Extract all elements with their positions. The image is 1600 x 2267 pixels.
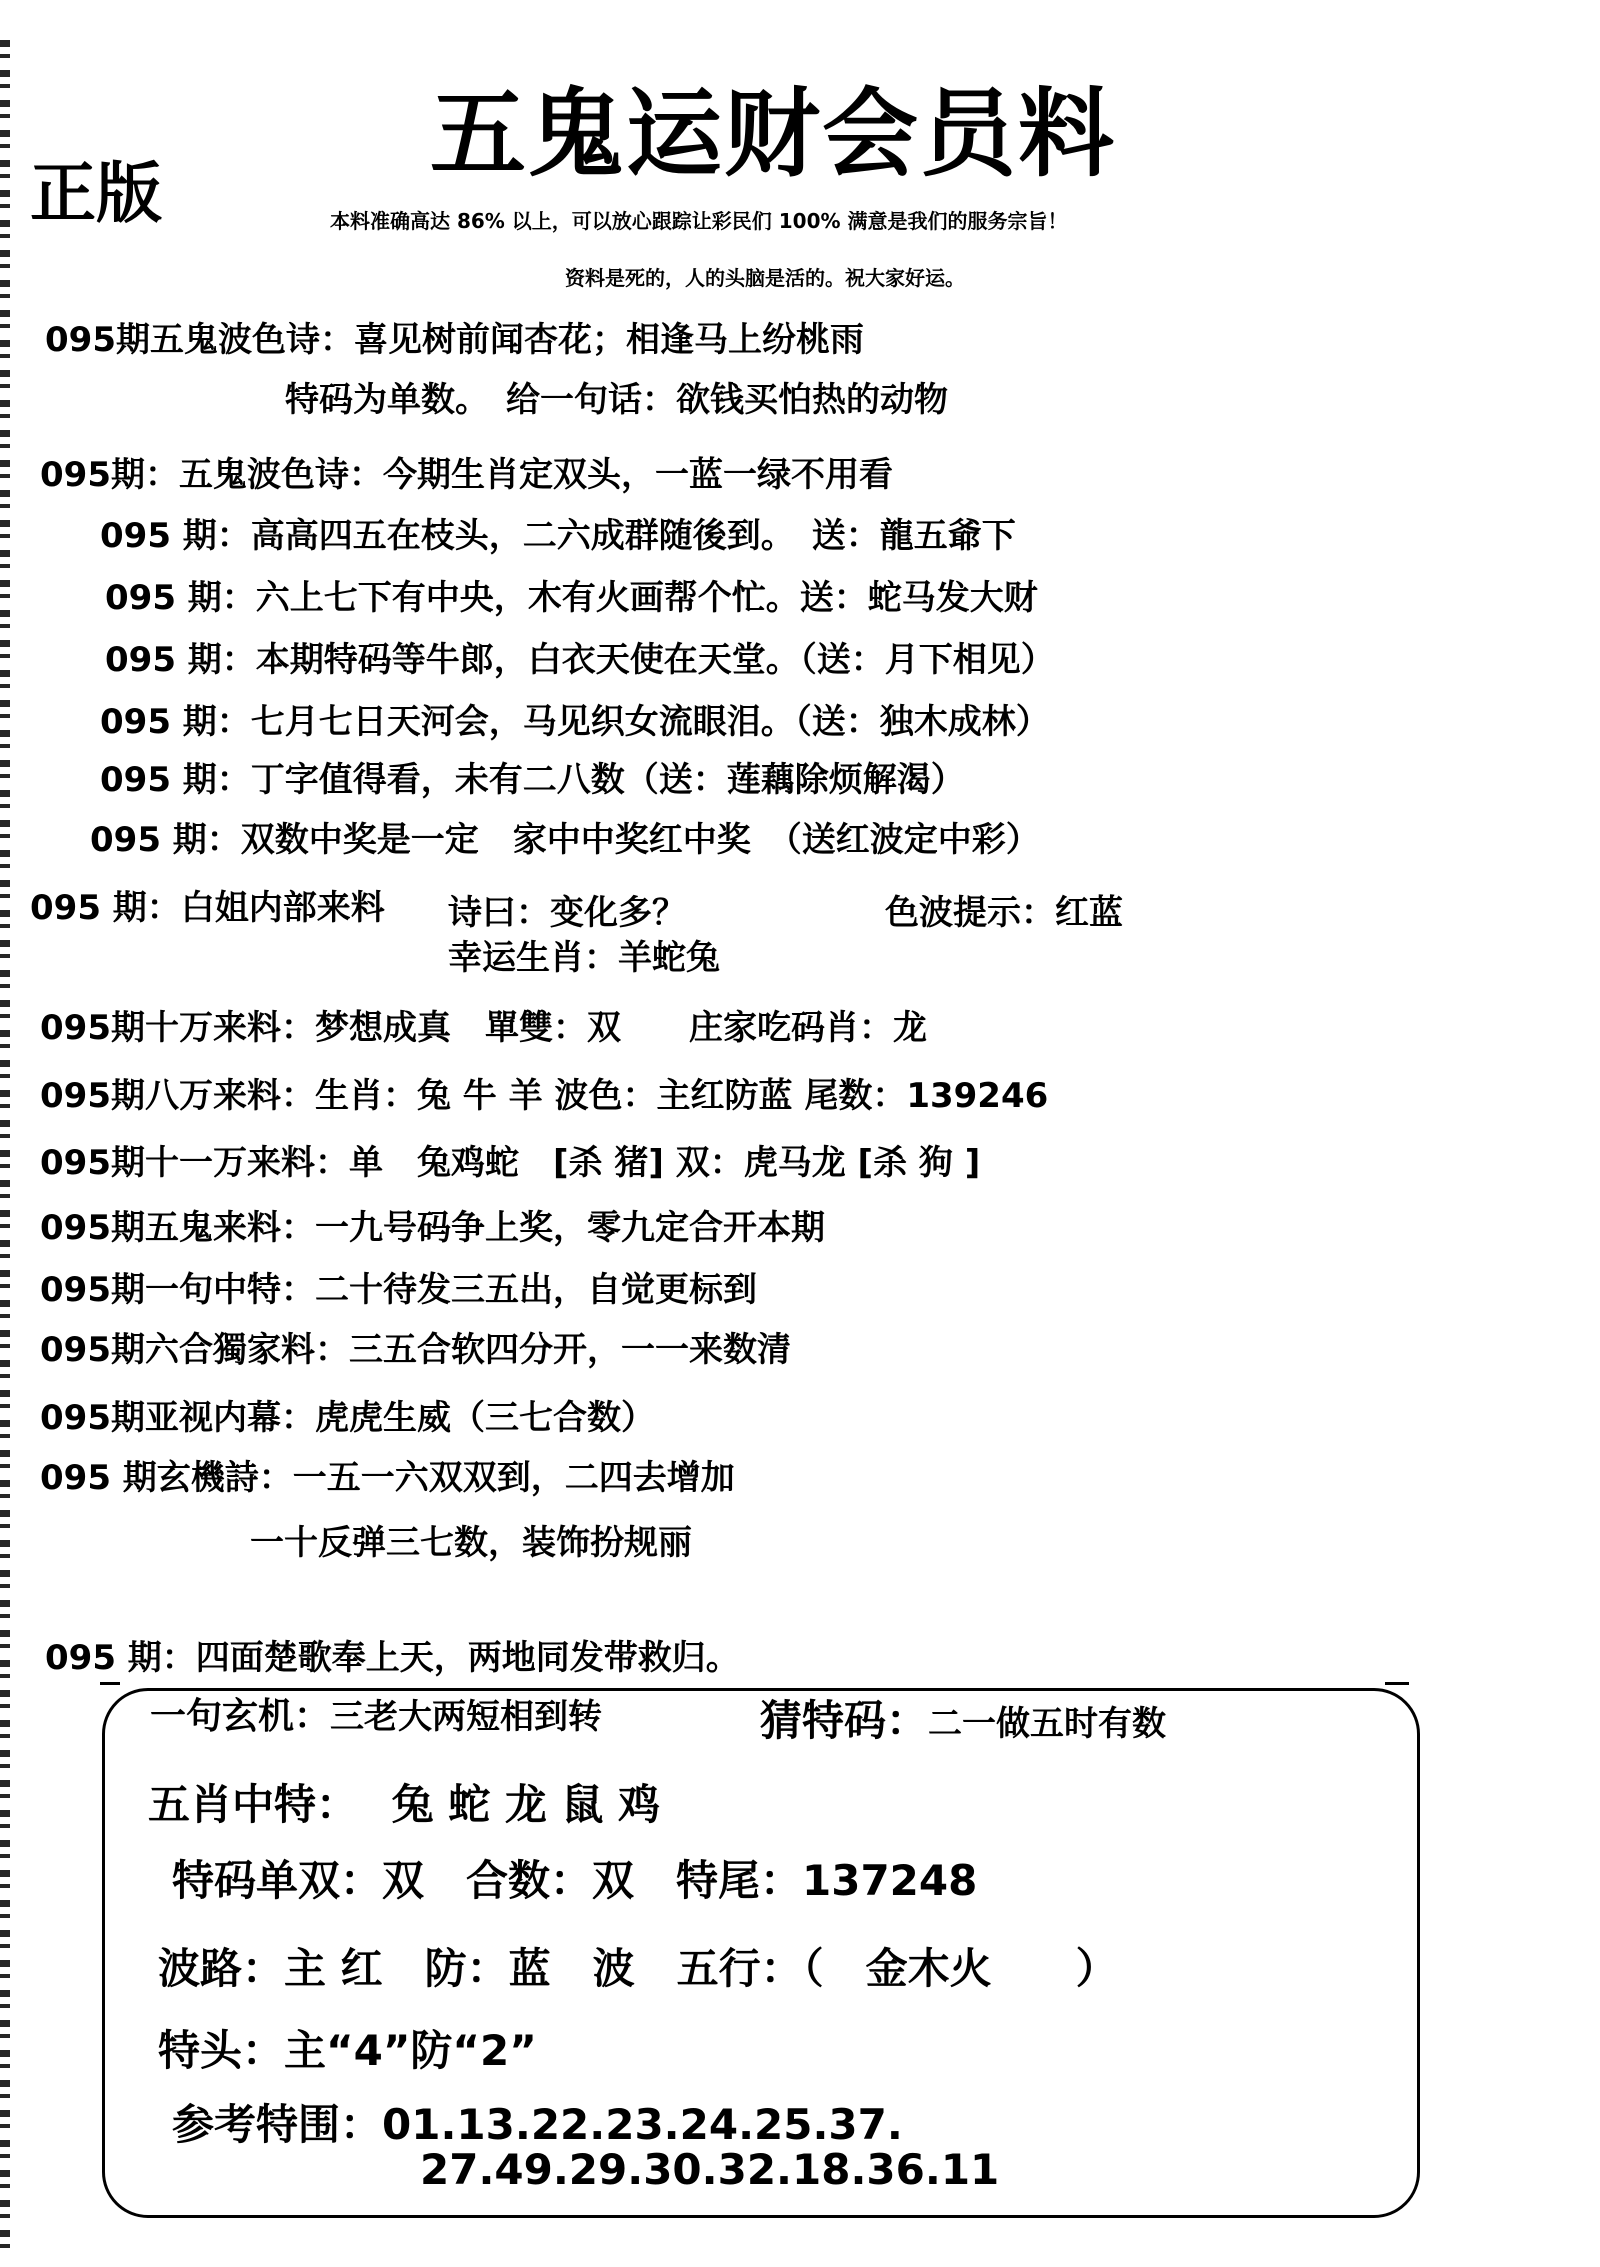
five-zodiac-row <box>148 1772 660 1832</box>
line-11: 095期八万来料：生肖：兔 牛 羊 波色：主红防蓝 尾数：139246 <box>40 1076 1049 1116</box>
riddle-label: 一句玄机： <box>150 1696 331 1737</box>
line-7: 095 期：丁字值得看，未有二八数（送：莲藕除烦解渴） <box>100 760 965 800</box>
riddle-value: 三老大两短相到转 <box>330 1697 603 1737</box>
line-9-source: 095 期：白姐内部来料 <box>30 888 385 928</box>
line-9-wave-hint: 色波提示：红蓝 <box>885 893 1123 933</box>
line-poem1: 095期五鬼波色诗：喜见树前闻杏花；相逢马上纷桃雨 <box>45 320 864 360</box>
box-corner-mark-right <box>1385 1682 1409 1685</box>
line-3: 095 期：高高四五在枝头，二六成群随後到。 送：龍五爺下 <box>100 516 1016 556</box>
guess-row <box>760 1688 1166 1748</box>
box-corner-mark <box>100 1682 120 1685</box>
reference-row <box>172 2092 903 2152</box>
subtitle-luck: 资料是死的，人的头脑是活的。祝大家好运。 <box>565 266 965 290</box>
guess-label: 猜特码： <box>760 1696 929 1745</box>
line-10: 095期十万来料：梦想成真 單雙：双 庄家吃码肖：龙 <box>40 1008 927 1048</box>
line-17b: 一十反弹三七数，装饰扮规丽 <box>250 1523 692 1563</box>
line-12: 095期十一万来料：单 兔鸡蛇 [杀 猪] 双：虎马龙 [杀 狗 ] <box>40 1143 981 1183</box>
line-16: 095期亚视内幕：虎虎生威（三七合数） <box>40 1398 655 1438</box>
line-9-poem: 诗曰：变化多？ <box>448 893 686 933</box>
line-9-lucky: 幸运生肖：羊蛇兔 <box>448 938 720 978</box>
subtitle-accuracy: 本料准确高达 86% 以上，可以放心跟踪让彩民们 100% 满意是我们的服务宗旨！ <box>330 209 1068 233</box>
page-title: 五鬼运财会员料 <box>430 77 1116 190</box>
guess-value: 二一做五时有数 <box>928 1704 1167 1744</box>
reference-label: 参考特围： <box>172 2100 383 2149</box>
line-14: 095期一句中特：二十待发三五出，自觉更标到 <box>40 1270 757 1310</box>
five-zodiac-value: 兔 蛇 龙 鼠 鸡 <box>391 1780 661 1829</box>
line-2: 095期：五鬼波色诗：今期生肖定双头，一蓝一绿不用看 <box>40 455 893 495</box>
line-8: 095 期：双数中奖是一定 家中中奖红中奖 （送红波定中彩） <box>90 820 1040 860</box>
riddle-row <box>150 1688 602 1739</box>
line-5: 095 期：本期特码等牛郎，白衣天使在天堂。（送：月下相见） <box>105 640 1055 680</box>
line-13: 095期五鬼来料：一九号码争上奖，零九定合开本期 <box>40 1208 825 1248</box>
reference-line-1: 01.13.22.23.24.25.37. <box>382 2100 903 2149</box>
five-zodiac-label: 五肖中特： <box>148 1780 359 1829</box>
line-6: 095 期：七月七日天河会，马见织女流眼泪。（送：独木成林） <box>100 702 1050 742</box>
head-row: 特头：主“4”防“2” <box>158 2026 537 2075</box>
odd-even-row: 特码单双：双 合数：双 特尾：137248 <box>172 1856 978 1905</box>
line-poem1b: 特码为单数。 给一句话：欲钱买怕热的动物 <box>285 380 948 420</box>
line-15: 095期六合獨家料：三五合软四分开，一一来数清 <box>40 1330 791 1370</box>
edition-label: 正版 <box>30 154 162 232</box>
line-4: 095 期：六上七下有中央，木有火画帮个忙。送：蛇马发大财 <box>105 578 1038 618</box>
line-18: 095 期：四面楚歌奉上天，两地同发带救归。 <box>45 1638 740 1678</box>
line-17: 095 期玄機詩：一五一六双双到，二四去增加 <box>40 1458 735 1498</box>
scan-edge-noise <box>0 40 10 2260</box>
wave-row: 波路：主 红 防：蓝 波 五行：（ 金木火 ） <box>158 1944 1118 1993</box>
reference-line-2: 27.49.29.30.32.18.36.11 <box>420 2145 1000 2194</box>
